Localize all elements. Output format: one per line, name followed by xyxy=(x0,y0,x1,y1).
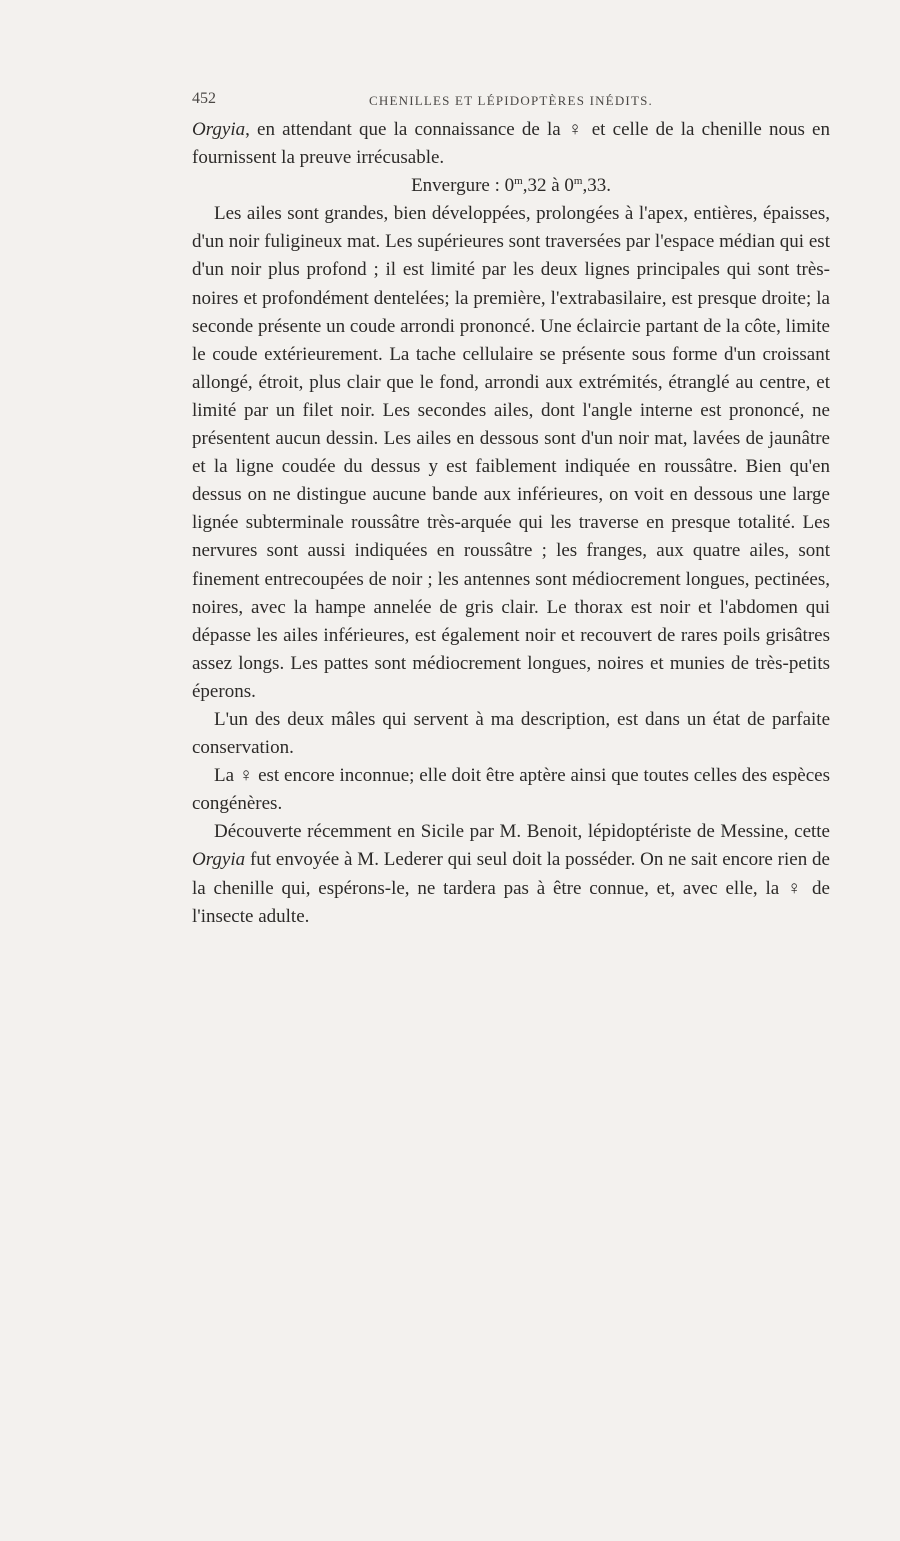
paragraph-1 xyxy=(192,116,830,172)
wingspan-value-max: ,33. xyxy=(582,175,611,197)
paragraph-description: Les ailes sont grandes, bien développées, prolongées à l'apex, entières, épaisses, d'un noir fuligineux mat. Les supérieures sont traversées par l'espace médian qui est d'un noir plus profond ; il est limité par les deux lignes principales qui sont très-noires et profondément dentelées; la première, l'extrabasilaire, est presque droite; la seconde présente un coude arrondi prononcé. Une éclaircie partant de la côte, limite le coude extérieurement. La tache cellulaire se présente sous forme d'un croissant allongé, étroit, plus clair que le fond, arrondi aux extrémités, étranglé au centre, et limité par un filet noir. Les secondes ailes, dont l'angle interne est prononcé, ne présentent aucun dessin. Les ailes en dessous sont d'un noir mat, lavées de jaunâtre et la ligne coudée du dessus y est faiblement indiquée en roussâtre. Bien qu'en dessus on ne distingue aucune bande aux inférieures, on voit en dessous une large lignée subterminale roussâtre très-arquée qui les traverse en presque totalité. Les nervures sont aussi indiquées en roussâtre ; les franges, aux quatre ailes, sont finement entrecoupées de noir ; les antennes sont médiocrement longues, pectinées, noires, avec la hampe annelée de gris clair. Le thorax est noir et l'abdomen qui dépasse les ailes inférieures, est également noir et recouvert de rares poils grisâtres assez longs. Les pattes sont médiocrement longues, noires et munies de très-petits éperons. xyxy=(192,203,830,702)
page-number: 452 xyxy=(192,90,216,107)
paragraph-males: L'un des deux mâles qui servent à ma description, est dans un état de parfaite conservation. xyxy=(192,708,830,759)
paragraph-discovery xyxy=(192,818,830,930)
running-head xyxy=(192,90,830,112)
body-text xyxy=(192,116,830,931)
genus-name: Orgyia xyxy=(192,849,246,871)
wingspan-line xyxy=(192,172,830,200)
paragraph-discovery-text: Découverte récemment en Sicile par M. Benoit, lépidoptériste de Messine, cette xyxy=(214,821,830,843)
genus-name: Orgyia xyxy=(192,119,246,140)
wingspan-unit: m xyxy=(573,175,583,188)
wingspan-unit: m xyxy=(514,175,523,188)
paragraph-female: La ♀ est encore inconnue; elle doit être aptère ainsi que toutes celles des espèces congénères. xyxy=(192,765,830,815)
wingspan-value-min: ,32 à 0 xyxy=(522,175,574,197)
running-title: CHENILLES ET LÉPIDOPTÈRES INÉDITS. xyxy=(369,93,653,108)
wingspan-label: Envergure : 0 xyxy=(411,175,515,197)
paragraph-discovery-text: fut envoyée à M. Lederer qui seul doit la posséder. On ne sait encore rien de la chenille qui, espérons-le, ne tardera pas à être connue, et, avec elle, la ♀ de l'insecte adulte. xyxy=(192,849,830,927)
paragraph-1-text: , en attendant que la connaissance de la ♀ et celle de la chenille nous en fournissent la preuve irrécusable. xyxy=(192,119,830,169)
